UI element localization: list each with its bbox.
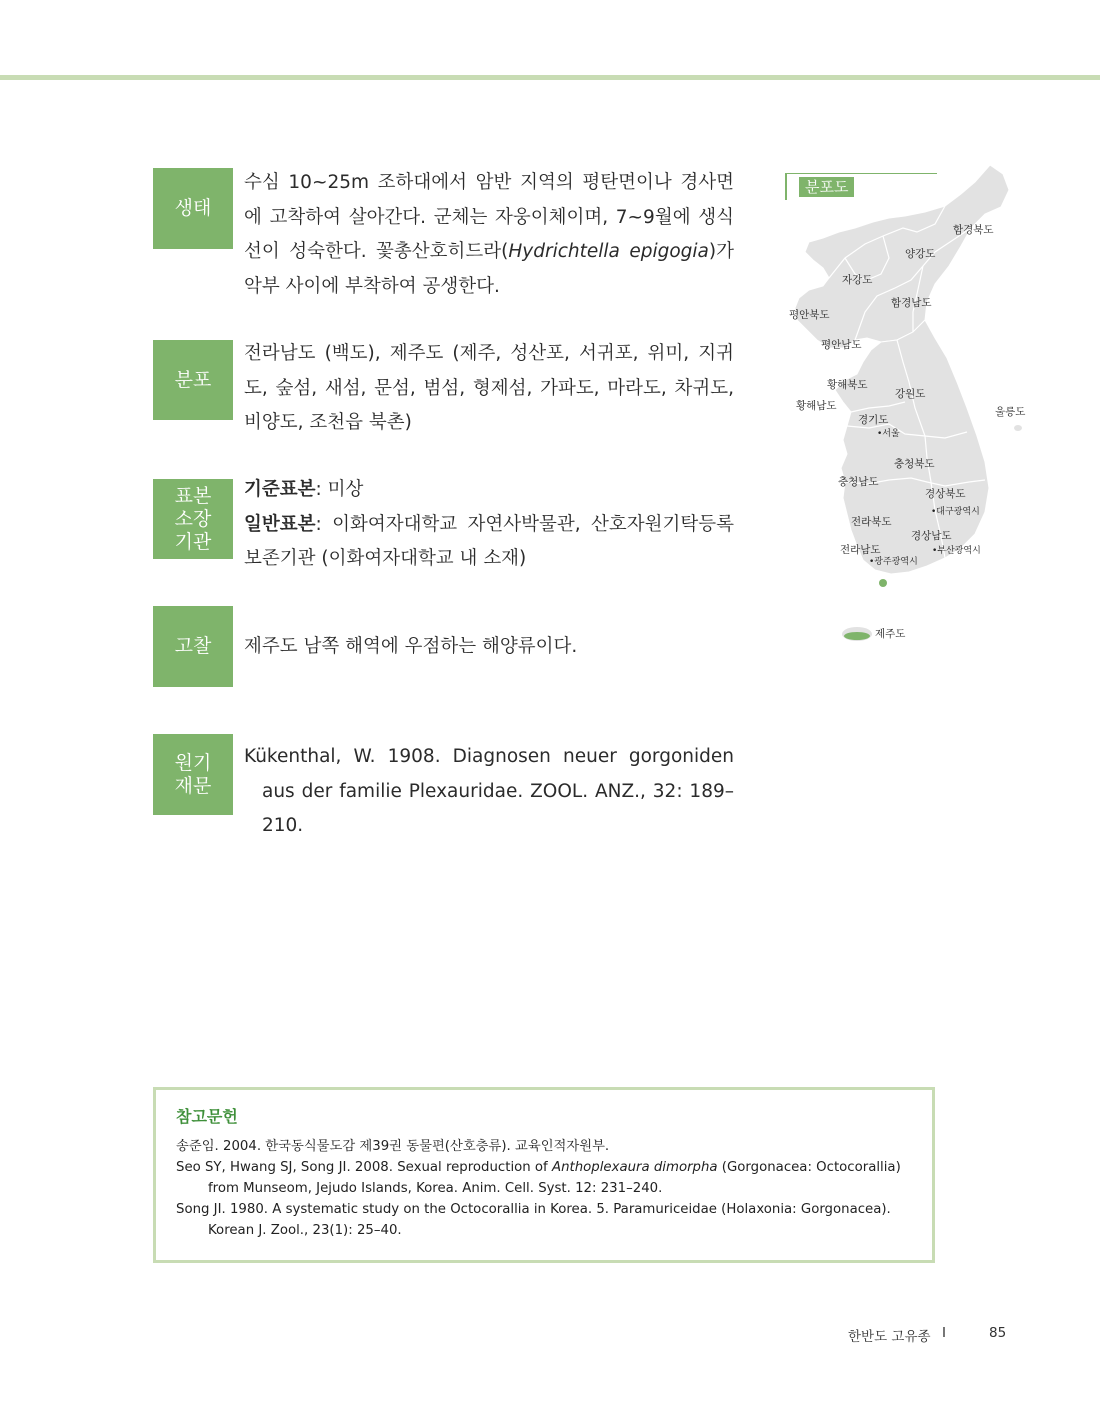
section-tag-discussion (153, 606, 233, 687)
footer-separator: I (942, 1325, 946, 1341)
label-yanggangdo: 양강도 (905, 248, 936, 260)
reference-item: 송준임. 2004. 한국동식물도감 제39권 동물편(산호충류). 교육인적자원부. (176, 1139, 610, 1154)
ecology-text-2: )가 악부 사이에 부착하여 공생한다. (244, 241, 734, 297)
section-tag-ecology (153, 168, 233, 249)
section-body-specimen (244, 473, 734, 577)
tag-line: 고찰 (174, 635, 212, 657)
top-rule (0, 75, 1100, 80)
section-body-discussion (244, 630, 734, 665)
section-ecology (153, 166, 743, 297)
tag-line: 분포 (174, 368, 212, 391)
label-gangwondo: 강원도 (895, 388, 926, 400)
label-chungcheongnamdo: 충청남도 (838, 476, 879, 488)
label-gyeongsangbukdo: 경상북도 (925, 488, 966, 500)
section-original-description (153, 734, 743, 836)
reference-item: Seo SY, Hwang SJ, Song JI. 2008. Sexual reproduction of Anthoplexaura dimorpha (Gorgonacea: Octocorallia) from Munseom, Jejudo Islands, Korea. Anim. Cell. Syst. 12: 231–240. (176, 1160, 901, 1196)
section-distribution (153, 337, 743, 447)
distribution-map (785, 162, 1040, 652)
distribution-text: 전라남도 (백도), 제주도 (제주, 성산포, 서귀포, 위미, 지귀도, 숲섬, 새섬, 문섬, 범섬, 형제섬, 가파도, 마라도, 차귀도, 비양도, 조천읍 북촌) (244, 343, 734, 433)
tag-line: 원기 (174, 751, 212, 774)
section-body-distribution (244, 337, 734, 441)
label-hwanghaebukdo: 황해북도 (827, 379, 868, 391)
label-jeollabukdo: 전라북도 (851, 516, 892, 528)
section-body-original (244, 740, 734, 844)
discussion-text: 제주도 남쪽 해역에 우점하는 해양류이다. (244, 636, 578, 657)
map-jeju-highlight (844, 632, 870, 640)
reference-item: Song JI. 1980. A systematic study on the Octocorallia in Korea. 5. Paramuriceidae (Holaxonia: Gorgonacea). Korean J. Zool., 23(1): 25–40. (176, 1202, 891, 1238)
label-pyeonganbukdo: 평안북도 (789, 309, 830, 321)
label-jejudo: 제주도 (875, 628, 906, 640)
references-list (176, 1136, 916, 1241)
references-box (153, 1087, 935, 1263)
label-hamgyeongbukdo: 함경북도 (953, 224, 994, 236)
tag-line: 기관 (174, 530, 212, 553)
label-ulleungdo: 울릉도 (995, 406, 1026, 418)
section-tag-distribution (153, 340, 233, 420)
tag-line: 생태 (174, 197, 212, 219)
general-specimen-label: 일반표본 (244, 513, 316, 535)
section-tag-specimen (153, 479, 233, 559)
section-body-ecology (244, 166, 734, 304)
page-number: 85 (989, 1325, 1007, 1341)
type-specimen-value: : 미상 (315, 479, 364, 500)
label-jagangdo: 자강도 (842, 274, 873, 286)
label-seoul: •서울 (877, 429, 900, 439)
species-name-italic: Hydrichtella epigogia (508, 241, 709, 262)
general-specimen-value: : 이화여자대학교 자연사박물관, 산호자원기탁등록보존기관 (이화여자대학교 내 소재) (244, 513, 734, 569)
map-title-frame (785, 173, 937, 200)
label-daegu: •대구광역시 (931, 507, 980, 517)
original-citation: Kükenthal, W. 1908. Diagnosen neuer gorgoniden aus der familie Plexauridae. ZOOL. ANZ., 32: 189–210. (244, 746, 734, 836)
label-pyeongannamdo: 평안남도 (821, 339, 862, 351)
footer-book-title: 한반도 고유종 (848, 1329, 931, 1345)
section-specimen (153, 473, 743, 583)
label-hwanghaenamdo: 황해남도 (796, 400, 837, 412)
tag-line: 표본 (174, 484, 212, 507)
tag-line: 재문 (174, 774, 212, 797)
label-chungcheongbukdo: 충청북도 (894, 458, 935, 470)
tag-line: 소장 (174, 507, 212, 530)
section-tag-original (153, 734, 233, 815)
label-gyeongsangnamdo: 경상남도 (911, 530, 952, 542)
map-ulleungdo (1014, 425, 1022, 431)
label-busan: •부산광역시 (932, 546, 981, 556)
distribution-marker (879, 579, 887, 587)
label-gyeonggido: 경기도 (858, 414, 889, 426)
map-title: 분포도 (799, 177, 854, 197)
label-hamgyeongnamdo: 함경남도 (891, 297, 932, 309)
reference-species-italic: Anthoplexaura dimorpha (551, 1160, 718, 1175)
section-discussion (153, 606, 743, 688)
type-specimen-label: 기준표본 (244, 479, 316, 500)
references-title: 참고문헌 (176, 1107, 238, 1126)
label-jeollanamdo: 전라남도 (840, 544, 881, 556)
label-gwangju: •광주광역시 (869, 557, 918, 567)
ecology-text-1: 수심 10~25m 조하대에서 암반 지역의 평탄면이나 경사면에 고착하여 살아간다. 군체는 자웅이체이며, 7~9월에 생식선이 성숙한다. 꽃총산호히드라( (244, 172, 734, 262)
